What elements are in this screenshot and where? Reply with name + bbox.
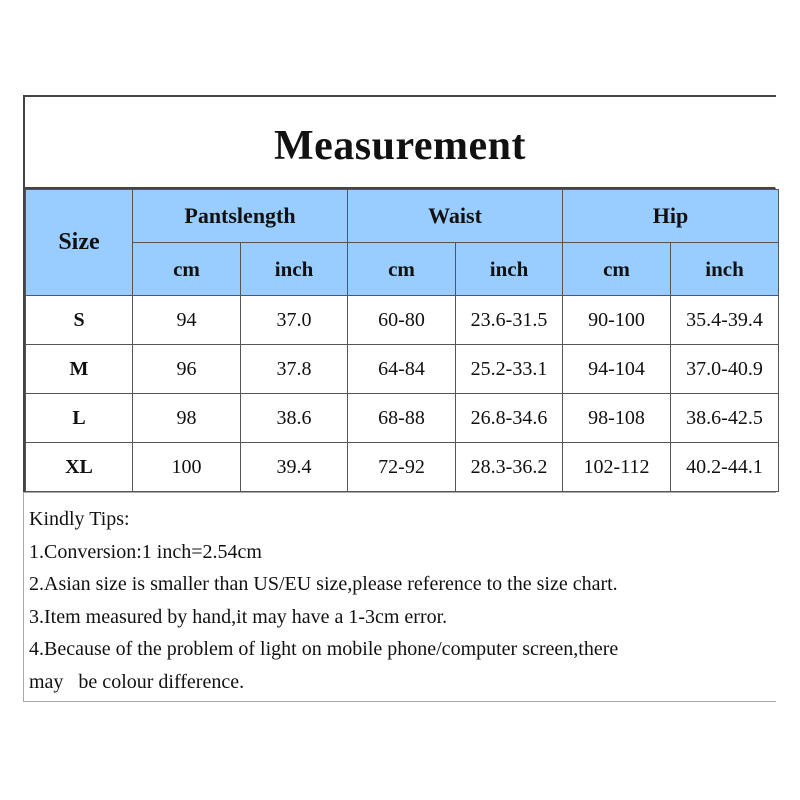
table-row [26,443,779,492]
table-cell: 37.0-40.9 [671,345,779,394]
header-unit: cm [348,243,456,296]
table-cell: 94 [133,296,241,345]
header-unit: cm [133,243,241,296]
table-cell: 38.6-42.5 [671,394,779,443]
size-label: S [26,296,133,345]
table-cell: 38.6 [241,394,348,443]
header-unit: inch [241,243,348,296]
tip-line: 3.Item measured by hand,it may have a 1-3cm error. [29,605,448,628]
table-row [26,345,779,394]
tip-line: 1.Conversion:1 inch=2.54cm [29,540,262,563]
table-cell: 94-104 [563,345,671,394]
header-hip: Hip [563,190,779,243]
table-cell: 68-88 [348,394,456,443]
size-label: XL [26,443,133,492]
table-cell: 25.2-33.1 [456,345,563,394]
table-cell: 90-100 [563,296,671,345]
table-row [26,394,779,443]
table-cell: 26.8-34.6 [456,394,563,443]
table-cell: 60-80 [348,296,456,345]
header-unit: inch [671,243,779,296]
tips-section [23,492,776,702]
table-cell: 23.6-31.5 [456,296,563,345]
size-chart [23,95,776,492]
table-cell: 28.3-36.2 [456,443,563,492]
tip-line: may be colour difference. [29,670,245,693]
table-cell: 37.8 [241,345,348,394]
title-row [25,97,776,189]
page-title: Measurement [274,123,526,169]
table-cell: 39.4 [241,443,348,492]
table-cell: 64-84 [348,345,456,394]
table-cell: 37.0 [241,296,348,345]
table-cell: 96 [133,345,241,394]
table-cell: 98 [133,394,241,443]
table-row [26,296,779,345]
header-pantslength: Pantslength [133,190,348,243]
size-table [25,189,779,492]
table-cell: 40.2-44.1 [671,443,779,492]
tips-heading: Kindly Tips: [29,508,130,530]
tip-line: 2.Asian size is smaller than US/EU size,please reference to the size chart. [29,573,618,595]
size-label: M [26,345,133,394]
table-cell: 35.4-39.4 [671,296,779,345]
header-unit: cm [563,243,671,296]
tip-line: 4.Because of the problem of light on mobile phone/computer screen,there [29,638,619,660]
header-unit: inch [456,243,563,296]
table-cell: 100 [133,443,241,492]
header-size: Size [26,190,133,296]
table-cell: 102-112 [563,443,671,492]
header-waist: Waist [348,190,563,243]
size-label: L [26,394,133,443]
table-cell: 98-108 [563,394,671,443]
table-cell: 72-92 [348,443,456,492]
